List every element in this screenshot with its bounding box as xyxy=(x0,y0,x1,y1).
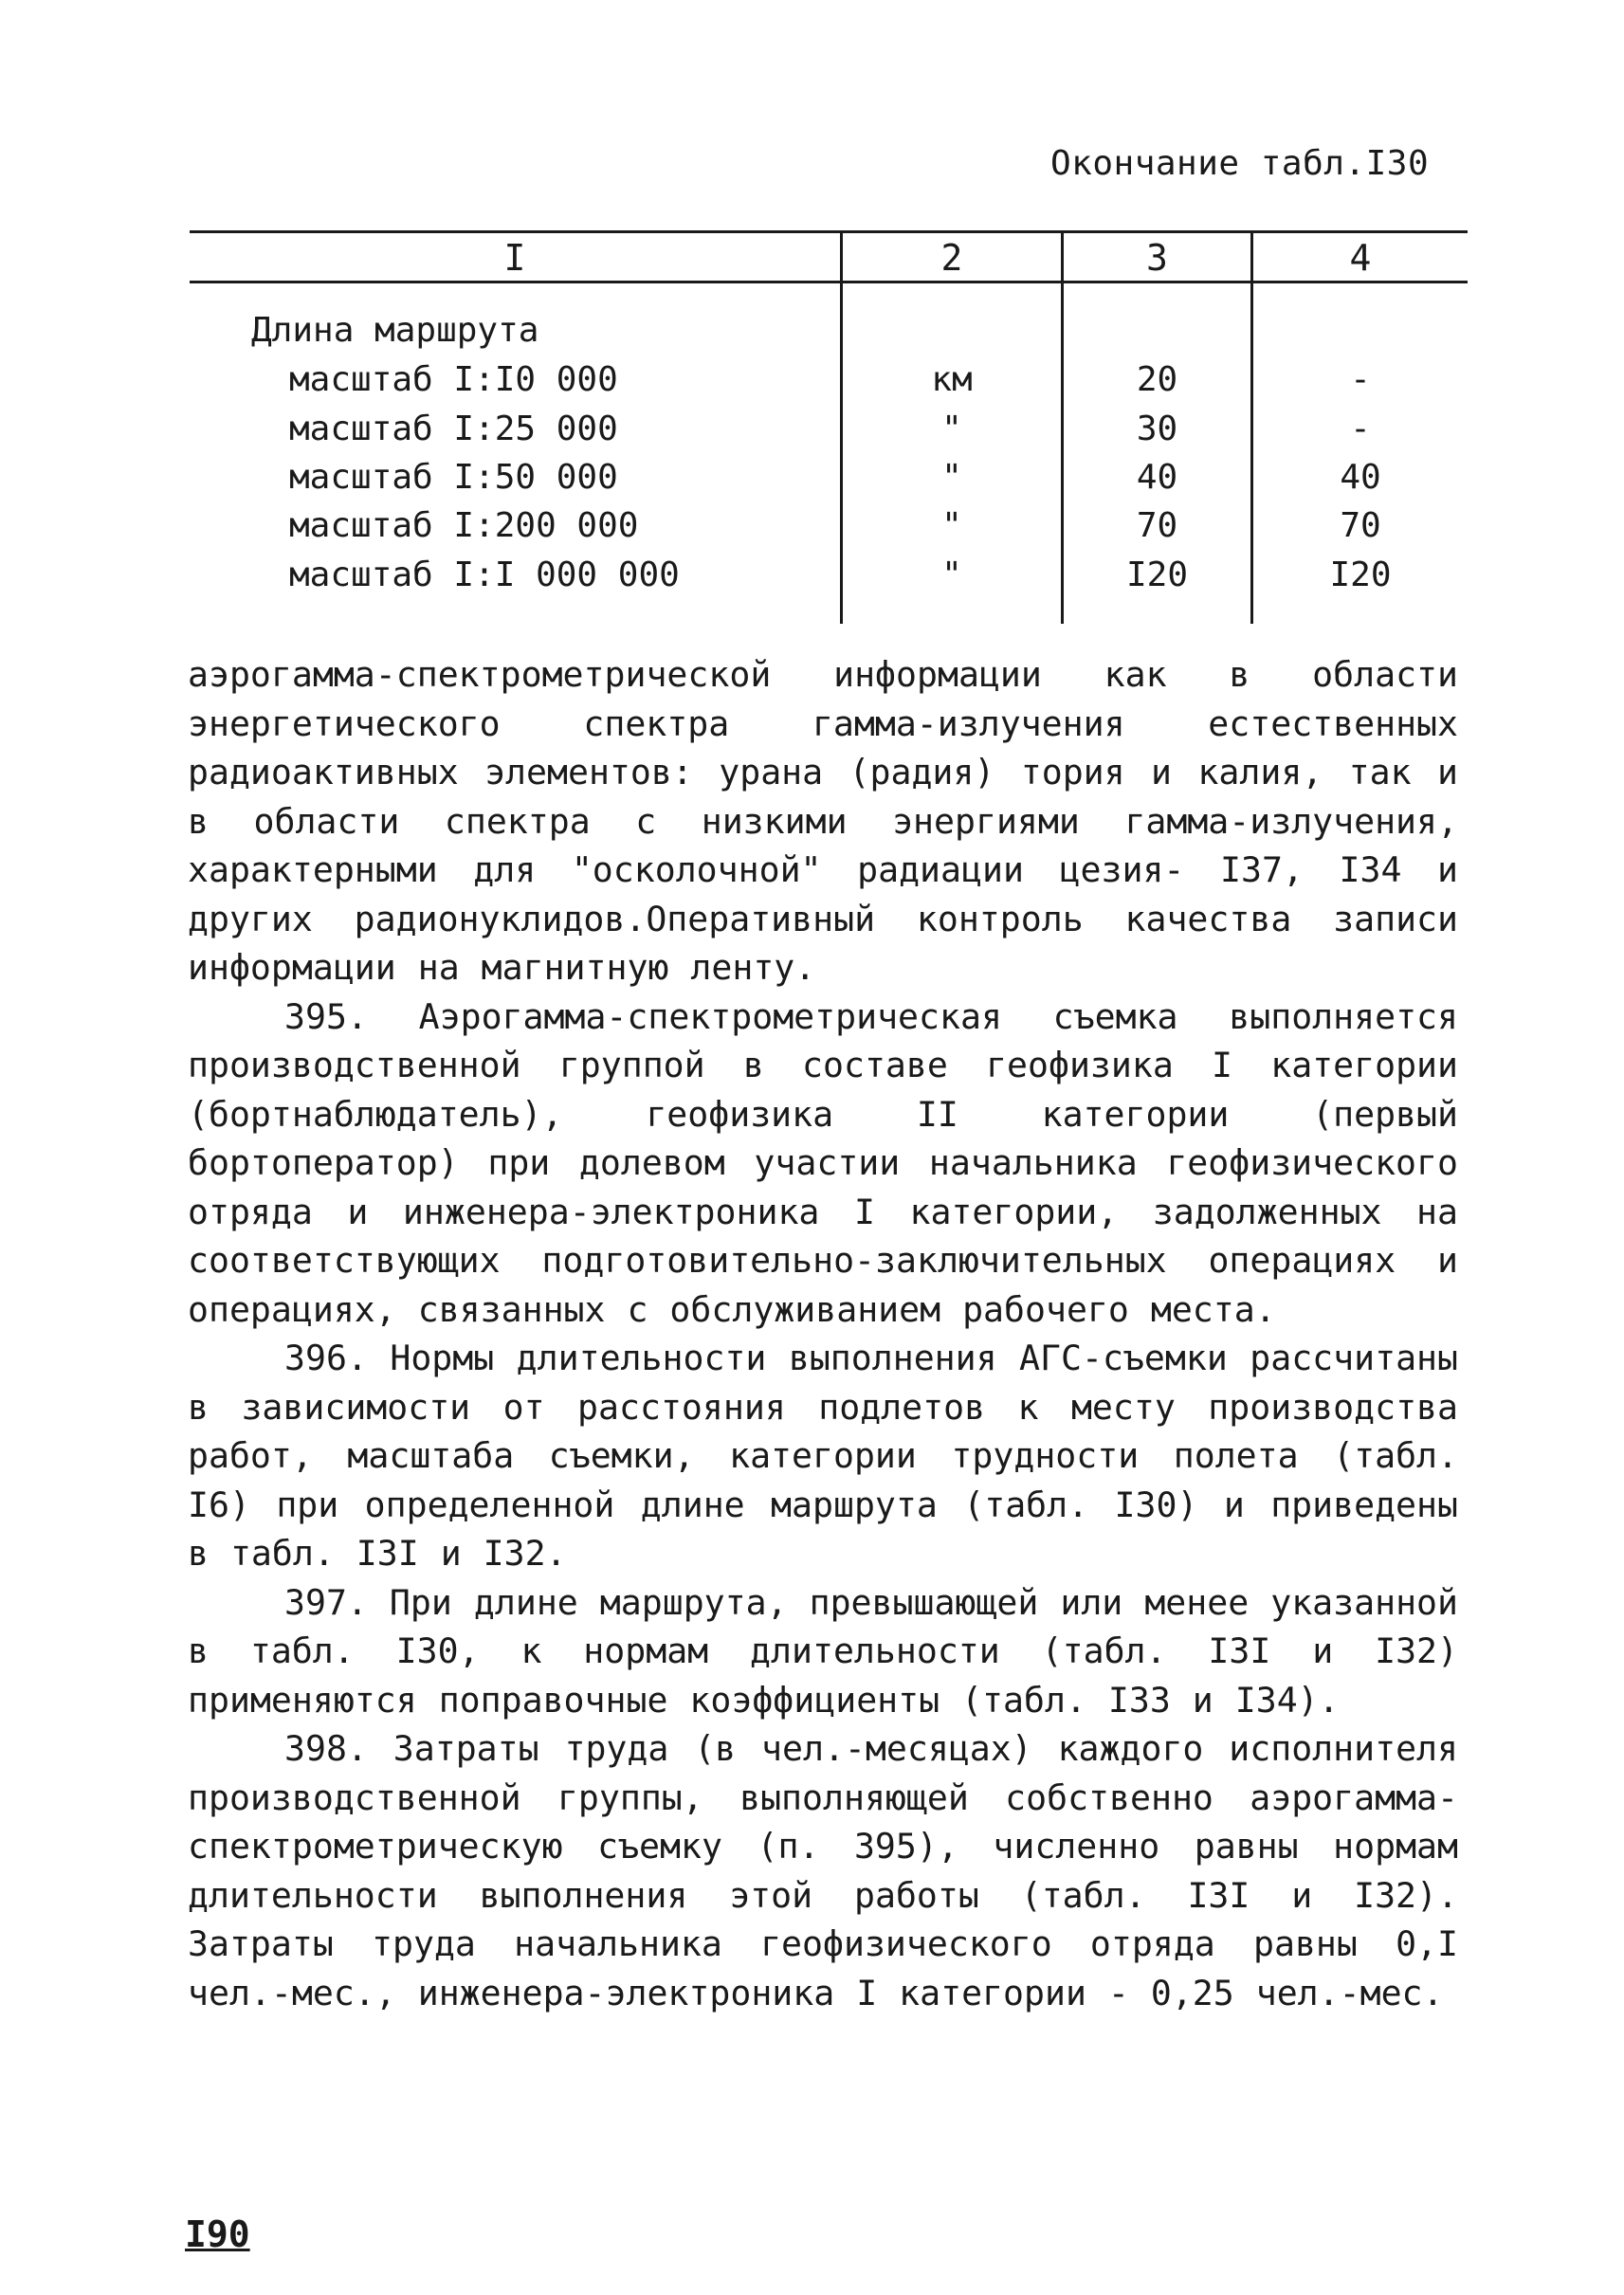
table-cell-col3: 30 xyxy=(1136,410,1178,448)
table-row-label: масштаб I:25 000 xyxy=(289,410,618,448)
table-header-rule xyxy=(190,281,1468,283)
table-cell-unit: " xyxy=(941,410,962,448)
table-row-label: масштаб I:I0 000 xyxy=(289,360,618,399)
table-cell-col4: 70 xyxy=(1340,506,1381,545)
table-cell-unit: " xyxy=(941,506,962,545)
table-cell-unit: км xyxy=(931,360,973,399)
table-header-2: 2 xyxy=(940,237,963,279)
table-row-label: масштаб I:50 000 xyxy=(289,458,618,497)
table-header-1: I xyxy=(503,237,526,279)
table-cell-col4: 40 xyxy=(1340,458,1381,497)
table-top-rule xyxy=(190,230,1468,233)
table-row-label: масштаб I:200 000 xyxy=(289,506,639,545)
table-row-label: масштаб I:I 000 000 xyxy=(289,556,680,594)
table-cell-col4: I20 xyxy=(1329,556,1392,594)
page-number: I90 xyxy=(185,2213,250,2255)
table-cell-col4: - xyxy=(1350,410,1371,448)
table-caption: Окончание табл.I30 xyxy=(1050,144,1430,183)
table-group-label: Длина маршрута xyxy=(251,311,539,350)
table-cell-col4: - xyxy=(1350,360,1371,399)
norms-table xyxy=(0,0,1624,664)
table-cell-col3: 40 xyxy=(1136,458,1178,497)
table-header-4: 4 xyxy=(1349,237,1372,279)
table-cell-unit: " xyxy=(941,458,962,497)
paragraph-397: 397. При длине маршрута, превышающей или менее указанной в табл. I30, к нормам длительности (табл. I3I и I32) применяются поправочные коэффициенты (табл. I33 и I34). xyxy=(188,1581,1458,1721)
table-header-3: 3 xyxy=(1146,237,1168,279)
paragraph-395: 395. Аэрогамма-спектрометрическая съемка выполняется производственной группой в составе геофизика I категории (бортнаблюдатель), геофизика II категории (первый бортоператор) при долевом участии начальника геофизического отряда и инженера-электроника I категории, задолженных на соответствующих подготовительно-заключительных операциях и операциях, связанных с обслуживанием рабочего места. xyxy=(188,995,1458,1330)
table-cell-col3: I20 xyxy=(1125,556,1189,594)
table-cell-col3: 20 xyxy=(1136,360,1178,399)
paragraph-continuation: аэрогамма-спектрометрической информации как в области энергетического спектра гамма-излучения естественных радиоактивных элементов: урана (радия) тория и калия, так и в области спектра с низкими энергиями гамма-излучения, характерными для "осколочной" радиации цезия- I37, I34 и других радионуклидов.Оперативный контроль качества записи информации на магнитную ленту. xyxy=(188,654,1458,988)
body-text xyxy=(188,650,1458,2017)
table-cell-col3: 70 xyxy=(1136,506,1178,545)
paragraph-398: 398. Затраты труда (в чел.-месяцах) каждого исполнителя производственной группы, выполняющей собственно аэрогамма-спектрометрическую съемку (п. 395), численно равны нормам длительности выполнения этой работы (табл. I3I и I32). Затраты труда начальника геофизического отряда равны 0,I чел.-мес., инженера-электроника I категории - 0,25 чел.-мес. xyxy=(188,1728,1458,2013)
paragraph-396: 396. Нормы длительности выполнения АГС-съемки рассчитаны в зависимости от расстояния подлетов к месту производства работ, масштаба съемки, категории трудности полета (табл. I6) при определенной длине маршрута (табл. I30) и приведены в табл. I3I и I32. xyxy=(188,1338,1458,1574)
table-cell-unit: " xyxy=(941,556,962,594)
